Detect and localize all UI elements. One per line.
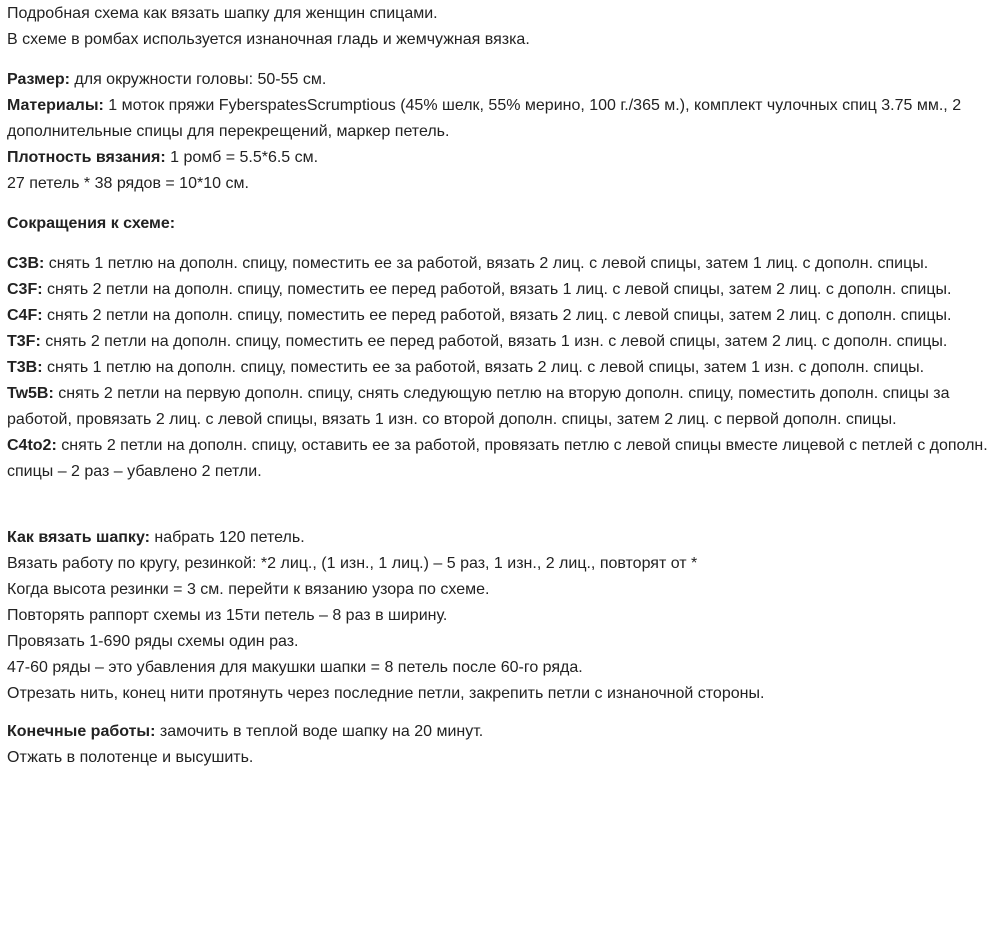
finishing-label: Конечные работы:	[7, 723, 156, 740]
intro-line-2: В схеме в ромбах используется изнаночная гладь и жемчужная вязка.	[7, 31, 530, 48]
density-paragraph	[7, 145, 995, 171]
howto-text: набрать 120 петель.	[149, 529, 305, 546]
howto-line: Повторять раппорт схемы из 15ти петель – 8 раз в ширину.	[7, 607, 448, 624]
howto-label: Как вязать шапку:	[7, 529, 150, 546]
density-label: Плотность вязания:	[7, 149, 166, 166]
size-label: Размер:	[7, 71, 70, 88]
abbreviation-text: снять 2 петли на дополн. спицу, поместить ее перед работой, вязать 2 лиц. с левой спицы, затем 2 лиц. с дополн. спицы.	[42, 307, 952, 324]
abbreviation-text: снять 2 петли на первую дополн. спицу, снять следующую петлю на вторую дополн. спицу, поместить дополн. спицы за работой, провязать 2 лиц. с левой спицы, вязать 1 изн. со второй дополн. спицы, затем 2 лиц. с первой дополн. спицы.	[7, 385, 950, 428]
materials-paragraph	[7, 93, 995, 145]
materials-label: Материалы:	[7, 97, 104, 114]
finishing-text: замочить в теплой воде шапку на 20 минут.	[155, 723, 484, 740]
abbreviation-item	[7, 277, 995, 303]
finishing-paragraph	[7, 719, 995, 745]
size-paragraph	[7, 67, 995, 93]
article-body	[7, 1, 995, 771]
abbreviation-item	[7, 355, 995, 381]
abbreviation-text: снять 2 петли на дополн. спицу, поместить ее перед работой, вязать 1 лиц. с левой спицы, затем 2 лиц. с дополн. спицы.	[42, 281, 952, 298]
finishing-line-2: Отжать в полотенце и высушить.	[7, 749, 254, 766]
density-text: 1 ромб = 5.5*6.5 см.	[165, 149, 319, 166]
abbreviation-label: Tw5B:	[7, 385, 54, 402]
density-line-2: 27 петель * 38 рядов = 10*10 см.	[7, 175, 249, 192]
abbreviation-item	[7, 303, 995, 329]
abbreviation-text: снять 2 петли на дополн. спицу, оставить ее за работой, провязать петлю с левой спицы вместе лицевой с петлей с дополн. спицы – 2 раз – убавлено 2 петли.	[7, 437, 988, 480]
howto-line: Вязать работу по кругу, резинкой: *2 лиц., (1 изн., 1 лиц.) – 5 раз, 1 изн., 2 лиц., повторят от *	[7, 555, 698, 572]
abbreviation-text: снять 1 петлю на дополн. спицу, поместить ее за работой, вязать 2 лиц. с левой спицы, затем 1 лиц. с дополн. спицы.	[44, 255, 929, 272]
abbreviation-label: T3F:	[7, 333, 41, 350]
abbreviation-item	[7, 251, 995, 277]
abbreviation-label: T3B:	[7, 359, 43, 376]
abbreviation-text: снять 1 петлю на дополн. спицу, поместить ее за работой, вязать 2 лиц. с левой спицы, затем 1 изн. с дополн. спицы.	[42, 359, 925, 376]
materials-text: 1 моток пряжи FyberspatesScrumptious (45% шелк, 55% мерино, 100 г./365 м.), комплект чулочных спиц 3.75 мм., 2 дополнительные спицы для перекрещений, маркер петель.	[7, 97, 962, 140]
abbreviation-label: C4to2:	[7, 437, 57, 454]
abbreviation-label: C3F:	[7, 281, 43, 298]
abbreviation-item	[7, 433, 995, 485]
abbreviation-item	[7, 329, 995, 355]
abbreviation-text: снять 2 петли на дополн. спицу, поместить ее перед работой, вязать 1 изн. с левой спицы, затем 2 лиц. с дополн. спицы.	[40, 333, 948, 350]
howto-paragraph	[7, 525, 995, 551]
abbreviation-label: C3B:	[7, 255, 45, 272]
abbreviations-heading-text: Сокращения к схеме:	[7, 215, 176, 232]
abbreviation-item	[7, 381, 995, 433]
howto-line: Провязать 1-690 ряды схемы один раз.	[7, 633, 299, 650]
howto-line: 47-60 ряды – это убавления для макушки шапки = 8 петель после 60-го ряда.	[7, 659, 583, 676]
abbreviation-label: C4F:	[7, 307, 43, 324]
abbreviations-heading	[7, 211, 995, 237]
howto-line: Когда высота резинки = 3 см. перейти к вязанию узора по схеме.	[7, 581, 490, 598]
size-text: для окружности головы: 50-55 см.	[69, 71, 327, 88]
intro-line-1: Подробная схема как вязать шапку для женщин спицами.	[7, 5, 438, 22]
howto-line: Отрезать нить, конец нити протянуть через последние петли, закрепить петли с изнаночной стороны.	[7, 685, 765, 702]
